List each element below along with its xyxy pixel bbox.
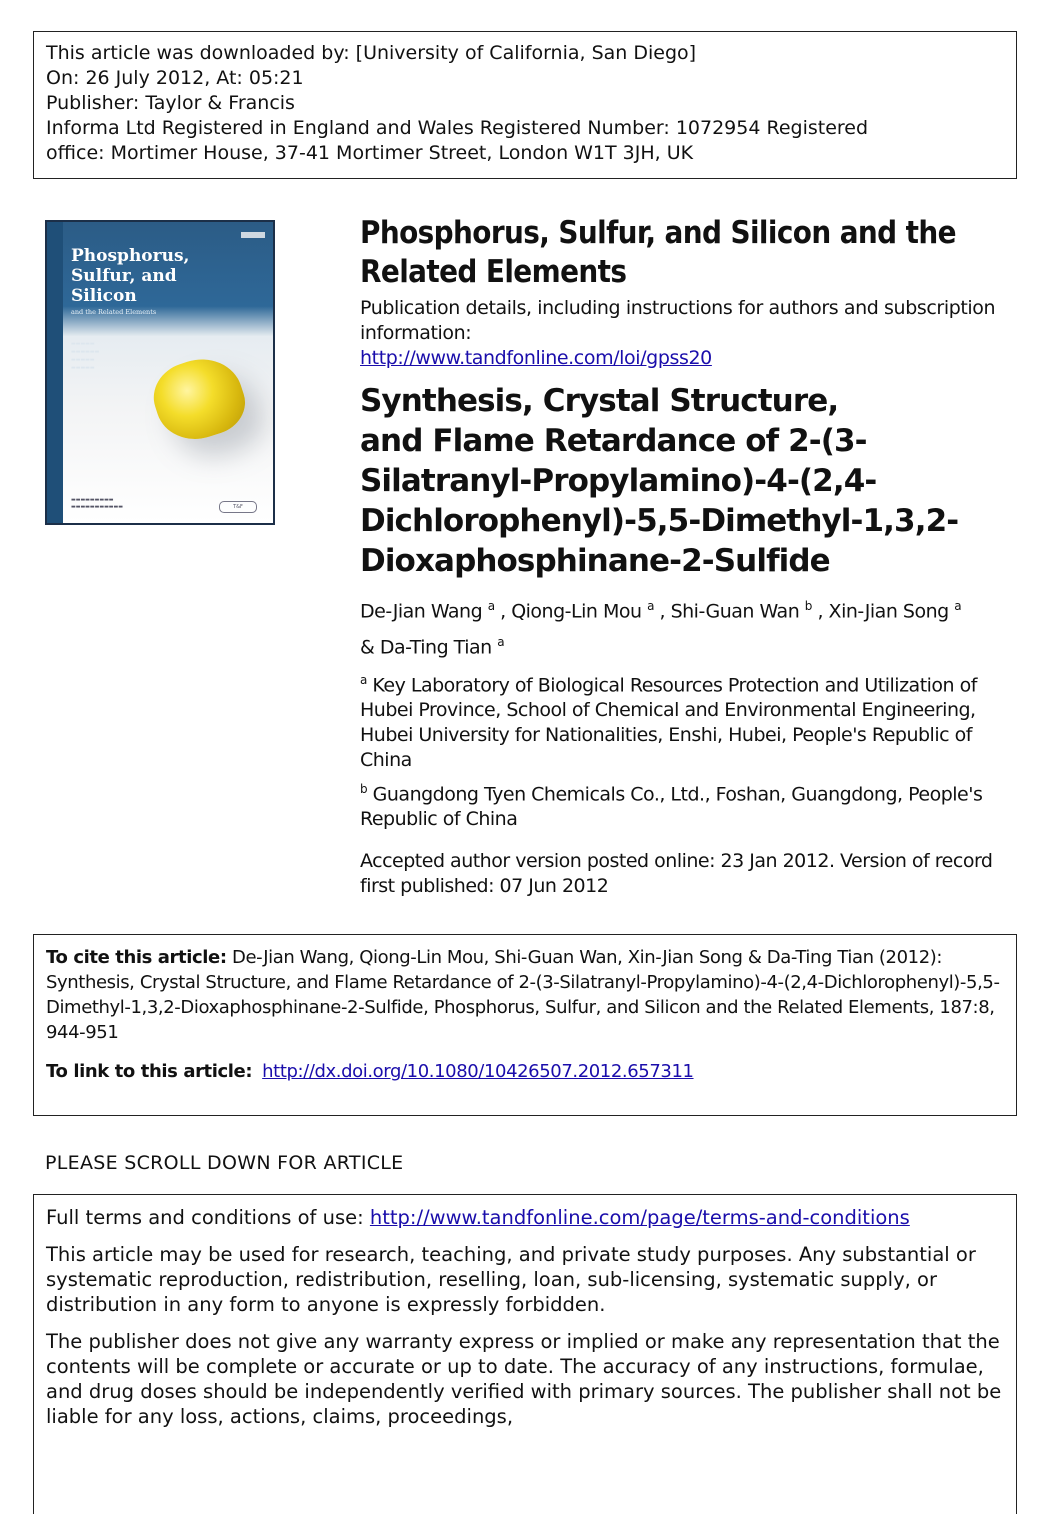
cover-subtitle: and the Related Elements	[71, 308, 157, 316]
journal-url-link[interactable]: http://www.tandfonline.com/loi/gpss20	[360, 347, 712, 369]
citation-label: To cite this article:	[46, 947, 227, 968]
download-line: Informa Ltd Registered in England and Wales Registered Number: 1072954 Registered	[46, 117, 869, 139]
author-affiliation-mark: a	[954, 599, 962, 613]
article-link-line	[46, 1059, 1004, 1084]
article-title: Synthesis, Crystal Structure, and Flame Retardance of 2-(3- Silatranyl-Propylamino)-4-(2,4- Dichlorophenyl)-5,5-Dimethyl-1,3,2- Dioxaphosphinane-2-Sulfide	[360, 383, 959, 579]
affiliation-a: $^a$ Key Laboratory of Biological Resources Protection and Utilization of Hubei Province, School of Chemical and Environmental Engineering, Hubei University for Nationalities, Enshi, Hubei, People's Republic of China	[360, 672, 977, 771]
download-line: This article was downloaded by: [University of California, San Diego]	[46, 42, 697, 64]
publication-details: Publication details, including instructions for authors and subscription information: http://www.tandfonline.com/loi/gpss20	[360, 297, 996, 369]
download-notice-box	[33, 31, 1017, 179]
download-line: Publisher: Taylor & Francis	[46, 92, 295, 114]
author: Shi-Guan Wan	[670, 600, 800, 623]
author-affiliation-mark: a	[487, 599, 495, 613]
author-list: De-Jian Wang $^a$ , Qiong-Lin Mou $^a$ , Shi-Guan Wan $^b$ , Xin-Jian Song $^a$ & Da-Ting Tian $^a$	[360, 599, 962, 659]
author-affiliation-mark: a	[497, 635, 505, 650]
author-affiliation-mark: b	[804, 599, 812, 613]
article-link-label: To link to this article:	[46, 1061, 253, 1082]
terms-link[interactable]: http://www.tandfonline.com/page/terms-and-conditions	[369, 1206, 910, 1229]
cover-spine	[47, 222, 63, 523]
cover-crystal-illustration	[145, 348, 253, 449]
author: Xin-Jian Song	[828, 600, 949, 623]
author: De-Jian Wang	[360, 600, 483, 623]
download-line: On: 26 July 2012, At: 05:21	[46, 67, 304, 89]
citation-text: To cite this article: De-Jian Wang, Qiong-Lin Mou, Shi-Guan Wan, Xin-Jian Song & Da-Ting Tian (2012): Synthesis, Crystal Structure, and Flame Retardance of 2-(3-Silatranyl-Propylamino)-4-(2,4-Dichlorophenyl)-5,5-Dimethyl-1,3,2-Dioxaphosphinane-2-Sulfide, Phosphorus, Sulfur, and Silicon and the Related Elements, 187:8, 944-951	[46, 947, 1000, 1043]
taylor-francis-logo-icon: T&F	[219, 501, 257, 513]
affiliation-b: $^b$ Guangdong Tyen Chemicals Co., Ltd., Foshan, Guangdong, People's Republic of China	[360, 781, 983, 831]
download-line: office: Mortimer House, 37-41 Mortimer Street, London W1T 3JH, UK	[46, 142, 694, 164]
cover-title: Phosphorus, Sulfur, and Silicon	[71, 246, 190, 306]
doi-link[interactable]: http://dx.doi.org/10.1080/10426507.2012.657311	[262, 1061, 694, 1082]
terms-line: Full terms and conditions of use: http://www.tandfonline.com/page/terms-and-conditions	[46, 1206, 910, 1229]
author-affiliation-mark: a	[647, 599, 654, 613]
cover-issn-mark	[241, 232, 265, 238]
journal-cover-image	[45, 220, 275, 525]
cover-editor-lines: ▬▬▬▬▬▬▬▬▬ ▬▬▬▬▬▬▬▬▬▬▬	[71, 497, 123, 510]
citation-box	[33, 934, 1017, 1116]
author: Qiong-Lin Mou	[511, 600, 642, 623]
article-info	[360, 214, 1025, 899]
journal-title: Phosphorus, Sulfur, and Silicon and the Related Elements	[360, 215, 956, 290]
author: & Da-Ting Tian	[360, 636, 492, 659]
publication-history: Accepted author version posted online: 23 Jan 2012. Version of record first published: 07 Jun 2012	[360, 850, 993, 898]
terms-box	[33, 1194, 1017, 1514]
terms-paragraph-usage: This article may be used for research, teaching, and private study purposes. Any substantial or systematic reproduction, redistribution, reselling, loan, sub-licensing, systematic supply, or distribution in any form to anyone is expressly forbidden.	[46, 1243, 976, 1316]
terms-paragraph-warranty: The publisher does not give any warranty express or implied or make any representation that the contents will be complete or accurate or up to date. The accuracy of any instructions, formulae, and drug doses should be independently verified with primary sources. The publisher shall not be liable for any loss, actions, claims, proceedings,	[46, 1330, 1002, 1428]
cover-contents-block: ▬▬▬▬▬ ▬▬▬▬▬▬ ▬▬▬▬▬ ▬▬▬▬▬	[71, 341, 100, 371]
scroll-notice: PLEASE SCROLL DOWN FOR ARTICLE	[45, 1152, 404, 1174]
